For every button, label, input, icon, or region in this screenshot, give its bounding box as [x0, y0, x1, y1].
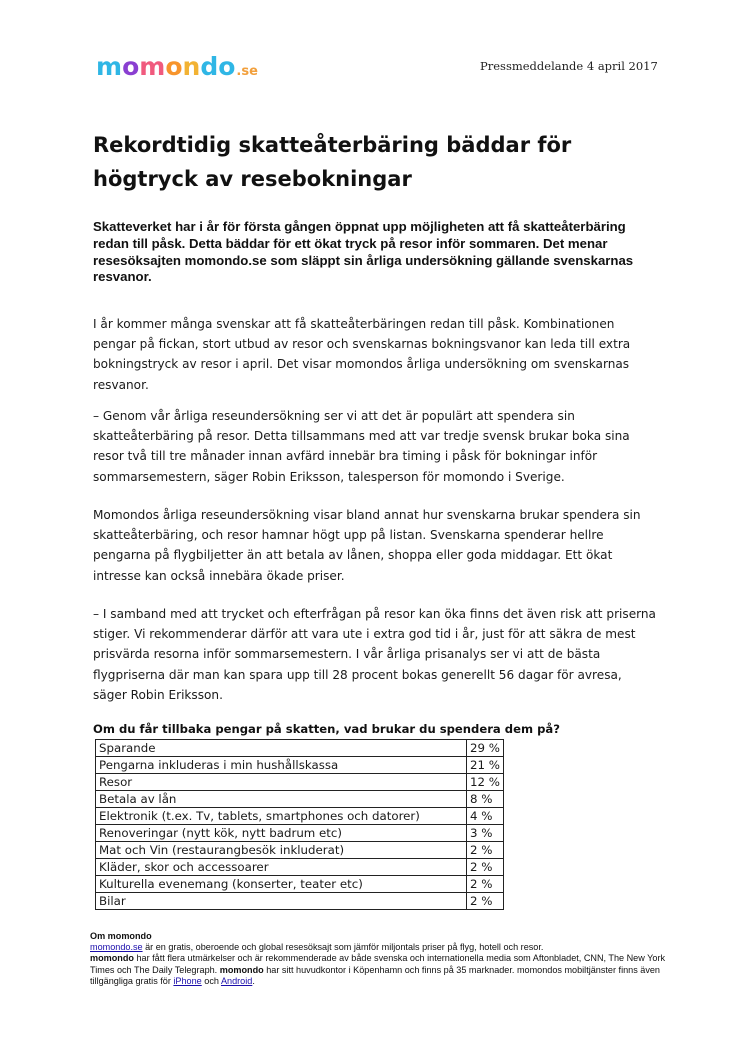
- page-title: Rekordtidig skatteåterbäring bäddar för högtryck av resebokningar: [93, 133, 572, 191]
- logo-letter: n: [182, 52, 201, 81]
- row-value: 21 %: [467, 757, 504, 774]
- row-label: Resor: [96, 774, 467, 791]
- logo-letter: d: [200, 52, 219, 81]
- survey-table: [95, 739, 504, 910]
- momondo-site-link[interactable]: momondo.se: [90, 942, 143, 953]
- table-row: [96, 740, 504, 757]
- body-paragraph: I år kommer många svenskar att få skatteåterbäringen redan till påsk. Kombinationen pengar på fickan, stort utbud av resor och svenskarnas bokningsvanor kan leda till extra bokningstryck av resor i april. Det visar momondos årliga undersökning om svenskarnas resvanor.: [93, 317, 631, 392]
- about-brand: momondo: [219, 964, 264, 975]
- logo-letter: m: [96, 52, 123, 81]
- row-value: 2 %: [467, 859, 504, 876]
- row-label: Mat och Vin (restaurangbesök inkluderat): [96, 842, 467, 859]
- iphone-link[interactable]: iPhone: [173, 975, 202, 986]
- table-row: [96, 825, 504, 842]
- about-text: har fått flera utmärkelser och är rekommenderade av både svenska och internationella media som Aftonbladet, CNN, The New York Times och The Daily Telegraph.: [90, 953, 666, 975]
- row-label: Sparande: [96, 740, 467, 757]
- about-text: .: [252, 975, 255, 986]
- row-value: 8 %: [467, 791, 504, 808]
- about-text: och: [201, 975, 221, 986]
- logo-letter: o: [218, 52, 236, 81]
- logo-letter: o: [165, 52, 183, 81]
- row-label: Betala av lån: [96, 791, 467, 808]
- about-brand: momondo: [90, 953, 134, 964]
- table-row: [96, 808, 504, 825]
- row-label: Elektronik (t.ex. Tv, tablets, smartphones och datorer): [96, 808, 467, 825]
- table-row: [96, 842, 504, 859]
- row-value: 29 %: [467, 740, 504, 757]
- table-row: [96, 757, 504, 774]
- logo-suffix: .se: [236, 64, 258, 79]
- row-label: Renoveringar (nytt kök, nytt badrum etc): [96, 825, 467, 842]
- row-value: 4 %: [467, 808, 504, 825]
- body-paragraph: – I samband med att trycket och efterfrågan på resor kan öka finns det även risk att priserna stiger. Vi rekommenderar därför att vara ute i extra god tid i år, just för att säkra de mest prisvärda resorna inför sommarsemestern. I vår årliga prisanalys ser vi att de bästa flygpriserna där man kan spara upp till 28 procent bokas generellt 56 dagar för avresa, säger Robin Eriksson.: [93, 607, 656, 702]
- row-label: Bilar: [96, 893, 467, 910]
- about-text: har sitt huvudkontor i Köpenhamn och finns på 35 marknader. momondos mobiltjänster finns även tillgängliga gratis för: [90, 964, 660, 986]
- table-title: Om du får tillbaka pengar på skatten, vad brukar du spendera dem på?: [93, 722, 560, 736]
- table-row: [96, 893, 504, 910]
- body-paragraph: – Genom vår årliga reseundersökning ser vi att det är populärt att spendera sin skatteåterbäring på resor. Detta tillsammans med att var tredje svensk brukar boka sina resor två till tre månader innan avfärd innebär bra timing i påsk för bokningar inför sommarsemestern, säger Robin Eriksson, talesperson för momondo i Sverige.: [93, 409, 630, 484]
- lead-paragraph: Skatteverket har i år för första gången öppnat upp möjligheten att få skatteåterbäring redan till påsk. Detta bäddar för ett ökat tryck på resor inför sommaren. Det menar resesöksajten momondo.se som släppt sin årliga undersökning gällande svenskarnas resvanor.: [93, 219, 634, 285]
- logo-letter: m: [139, 52, 166, 81]
- android-link[interactable]: Android: [220, 975, 253, 986]
- table-row: [96, 876, 504, 893]
- logo-letter: o: [122, 52, 140, 81]
- about-section: [90, 931, 670, 987]
- table-row: [96, 791, 504, 808]
- row-label: Pengarna inkluderas i min hushållskassa: [96, 757, 467, 774]
- body-paragraph: Momondos årliga reseundersökning visar bland annat hur svenskarna brukar spendera sin skatteåterbäring, och resor hamnar högt upp på listan. Svenskarna spenderar hellre pengarna på flygbiljetter än att betala av lånen, shoppa eller goda middagar. Ett ökat intresse kan också innebära ökade priser.: [93, 508, 641, 583]
- row-label: Kläder, skor och accessoarer: [96, 859, 467, 876]
- table-row: [96, 774, 504, 791]
- press-release-date: Pressmeddelande 4 april 2017: [480, 59, 658, 73]
- table-row: [96, 859, 504, 876]
- row-value: 3 %: [467, 825, 504, 842]
- row-label: Kulturella evenemang (konserter, teater etc): [96, 876, 467, 893]
- row-value: 2 %: [467, 893, 504, 910]
- row-value: 2 %: [467, 876, 504, 893]
- about-heading: Om momondo: [90, 931, 152, 941]
- row-value: 2 %: [467, 842, 504, 859]
- row-value: 12 %: [467, 774, 504, 791]
- momondo-logo: [96, 52, 258, 81]
- about-text: är en gratis, oberoende och global resesöksajt som jämför miljontals priser på flyg, hotell och resor.: [142, 942, 544, 953]
